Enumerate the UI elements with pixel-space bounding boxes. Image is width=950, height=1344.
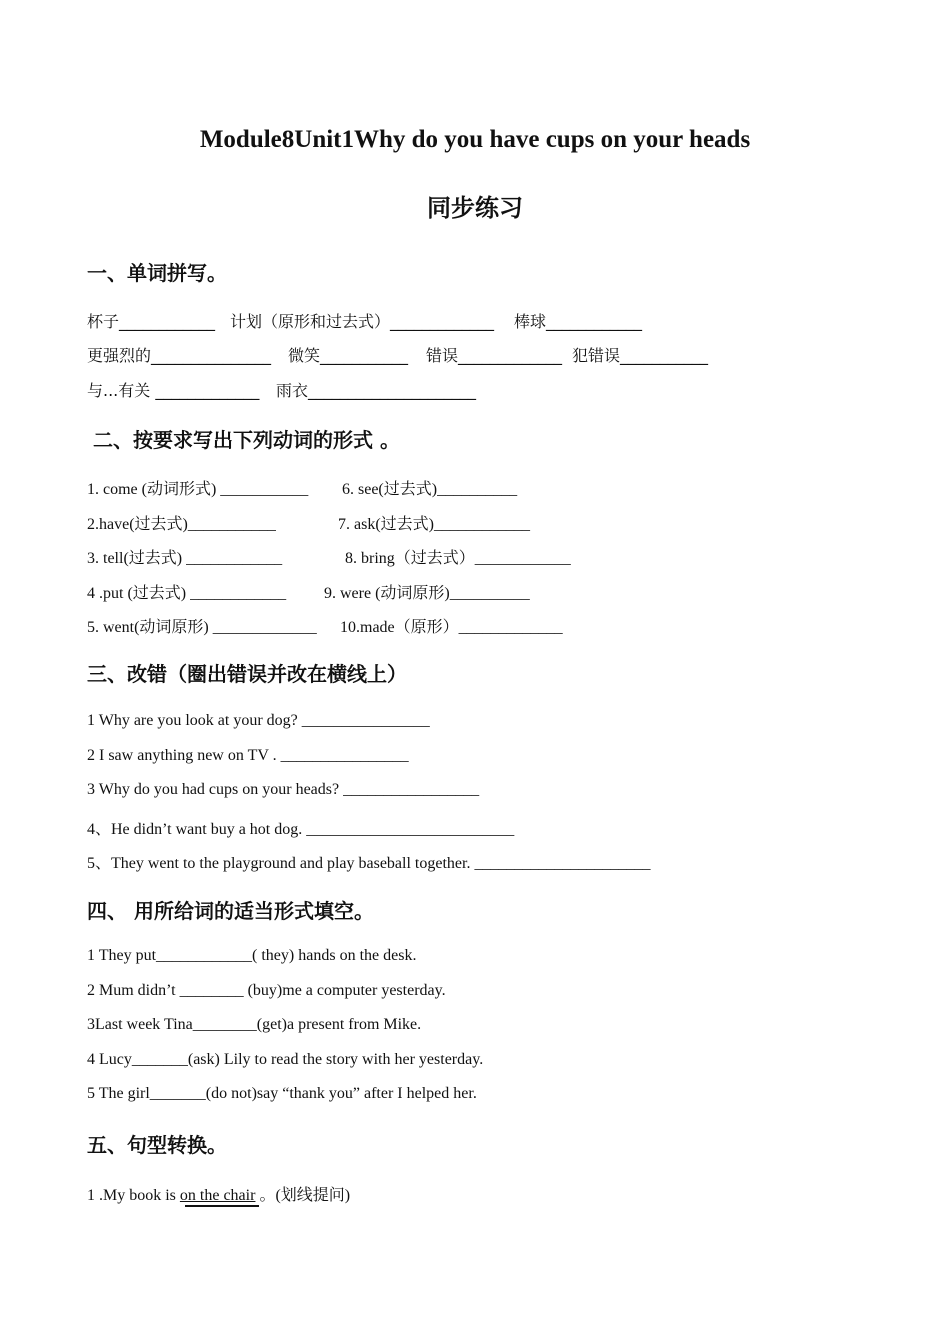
fill-blank-item: 2 Mum didn’t ________ (buy)me a computer yesterday.: [87, 982, 446, 999]
verb-form-item: 2.have(过去式)___________: [87, 516, 276, 533]
underlined-phrase: on the chair: [179, 1187, 256, 1204]
error-correction-item: 2 I saw anything new on TV . ________________: [87, 747, 409, 764]
fill-blank-item: 1 They put____________( they) hands on the desk.: [87, 947, 417, 964]
error-correction-item: 3 Why do you had cups on your heads? _________________: [87, 781, 480, 798]
section-4-heading: 四、 用所给词的适当形式填空。: [87, 899, 374, 923]
transform-item-prefix: 1 .My book is: [87, 1187, 180, 1204]
section-3-heading: 三、改错（圈出错误并改在横线上）: [87, 662, 407, 686]
word-spelling-item: 棒球____________: [514, 312, 643, 331]
word-spelling-item: 错误_____________: [426, 346, 563, 365]
worksheet-subtitle: 同步练习: [427, 194, 523, 222]
worksheet-title: Module8Unit1Why do you have cups on your heads: [199, 126, 751, 153]
word-spelling-item: 雨衣_____________________: [276, 381, 477, 400]
verb-form-item: 6. see(过去式)__________: [342, 481, 518, 498]
verb-form-item: 9. were (动词原形)__________: [324, 585, 530, 602]
verb-form-item: 3. tell(过去式) ____________: [87, 550, 283, 567]
section-5-heading: 五、句型转换。: [87, 1133, 227, 1157]
error-correction-item: 4、He didn’t want buy a hot dog. __________________________: [87, 821, 515, 838]
word-spelling-item: 杯子____________: [87, 312, 216, 331]
answer-underline: [185, 1205, 259, 1207]
word-spelling-item: 计划（原形和过去式）_____________: [230, 312, 495, 331]
verb-form-item: 4 .put (过去式) ____________: [87, 585, 287, 602]
section-2-heading: 二、按要求写出下列动词的形式 。: [93, 428, 400, 452]
fill-blank-item: 5 The girl_______(do not)say “thank you” after I helped her.: [87, 1085, 477, 1102]
error-correction-item: 5、They went to the playground and play baseball together. ______________________: [87, 855, 651, 872]
error-correction-item: 1 Why are you look at your dog? ________________: [87, 712, 430, 729]
verb-form-item: 1. come (动词形式) ___________: [87, 481, 309, 498]
word-spelling-item: 更强烈的_______________: [87, 346, 272, 365]
word-spelling-item: 犯错误___________: [572, 346, 709, 365]
verb-form-item: 8. bring（过去式）____________: [345, 550, 571, 567]
fill-blank-item: 4 Lucy_______(ask) Lily to read the story with her yesterday.: [87, 1051, 484, 1068]
transform-item: [87, 1182, 350, 1205]
section-1-heading: 一、单词拼写。: [87, 261, 227, 285]
word-spelling-item: 与...有关 _____________: [87, 381, 260, 400]
fill-blank-item: 3Last week Tina________(get)a present from Mike.: [87, 1016, 422, 1033]
verb-form-item: 10.made（原形）_____________: [340, 619, 563, 636]
verb-form-item: 5. went(动词原形) _____________: [87, 619, 317, 636]
transform-item-suffix: 。(划线提问): [255, 1187, 351, 1204]
verb-form-item: 7. ask(过去式)____________: [338, 516, 530, 533]
word-spelling-item: 微笑___________: [288, 346, 409, 365]
